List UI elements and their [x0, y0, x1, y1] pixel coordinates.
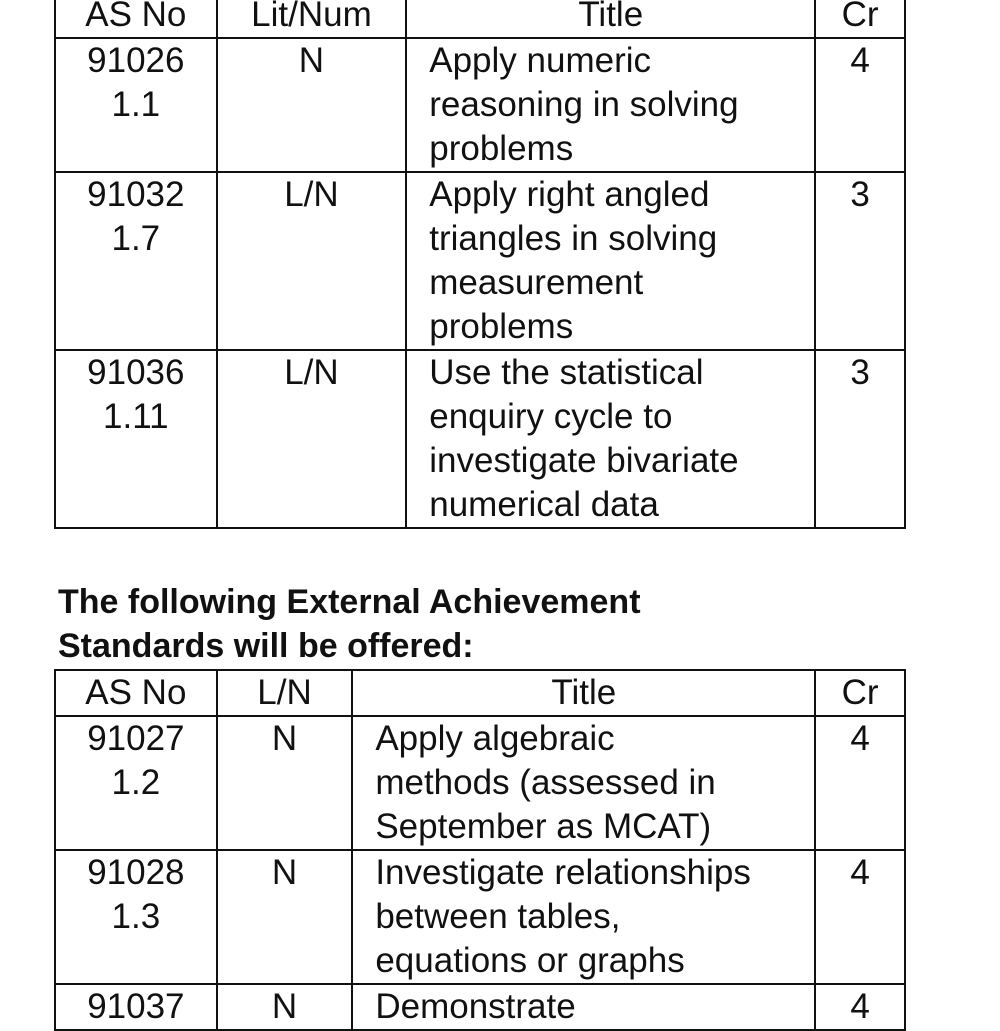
header-credits: Cr — [815, 0, 905, 38]
table-header-row — [55, 0, 905, 38]
external-standards-heading: The following External Achievement Standards will be offered: — [58, 583, 641, 665]
table-row — [55, 172, 905, 350]
lit-num-cell: N — [217, 716, 353, 850]
title-cell: Apply right angled triangles in solving measurement problems — [406, 172, 815, 350]
lit-num-cell: L/N — [217, 172, 407, 350]
as-no-cell: 91027 1.2 — [55, 716, 217, 850]
table-header-row — [55, 670, 905, 716]
title-cell: Demonstrate — [352, 984, 815, 1030]
lit-num-cell: N — [217, 984, 353, 1030]
title-cell: Use the statistical enquiry cycle to investigate bivariate numerical data — [406, 350, 815, 528]
credits-cell: 4 — [815, 38, 905, 172]
header-credits: Cr — [815, 670, 905, 716]
credits-cell: 4 — [815, 850, 905, 984]
as-no-cell: 91026 1.1 — [55, 38, 217, 172]
as-no-cell: 91032 1.7 — [55, 172, 217, 350]
lit-num-cell: N — [217, 38, 407, 172]
title-cell: Apply numeric reasoning in solving problems — [406, 38, 815, 172]
title-cell: Investigate relationships between tables, equations or graphs — [352, 850, 815, 984]
table-row — [55, 350, 905, 528]
title-cell: Apply algebraic methods (assessed in September as MCAT) — [352, 716, 815, 850]
as-no-cell: 91037 — [55, 984, 217, 1030]
header-as-no: AS No — [55, 670, 217, 716]
table-row — [55, 984, 905, 1030]
internal-standards-table — [54, 0, 906, 529]
lit-num-cell: L/N — [217, 350, 407, 528]
credits-cell: 3 — [815, 172, 905, 350]
lit-num-cell: N — [217, 850, 353, 984]
header-title: Title — [406, 0, 815, 38]
credits-cell: 4 — [815, 984, 905, 1030]
header-lit-num: L/N — [217, 670, 353, 716]
header-title: Title — [352, 670, 815, 716]
credits-cell: 3 — [815, 350, 905, 528]
table-row — [55, 716, 905, 850]
table-row — [55, 850, 905, 984]
header-as-no: AS No — [55, 0, 217, 38]
table-row — [55, 38, 905, 172]
header-lit-num: Lit/Num — [217, 0, 407, 38]
external-standards-table — [54, 669, 906, 1031]
credits-cell: 4 — [815, 716, 905, 850]
as-no-cell: 91036 1.11 — [55, 350, 217, 528]
as-no-cell: 91028 1.3 — [55, 850, 217, 984]
